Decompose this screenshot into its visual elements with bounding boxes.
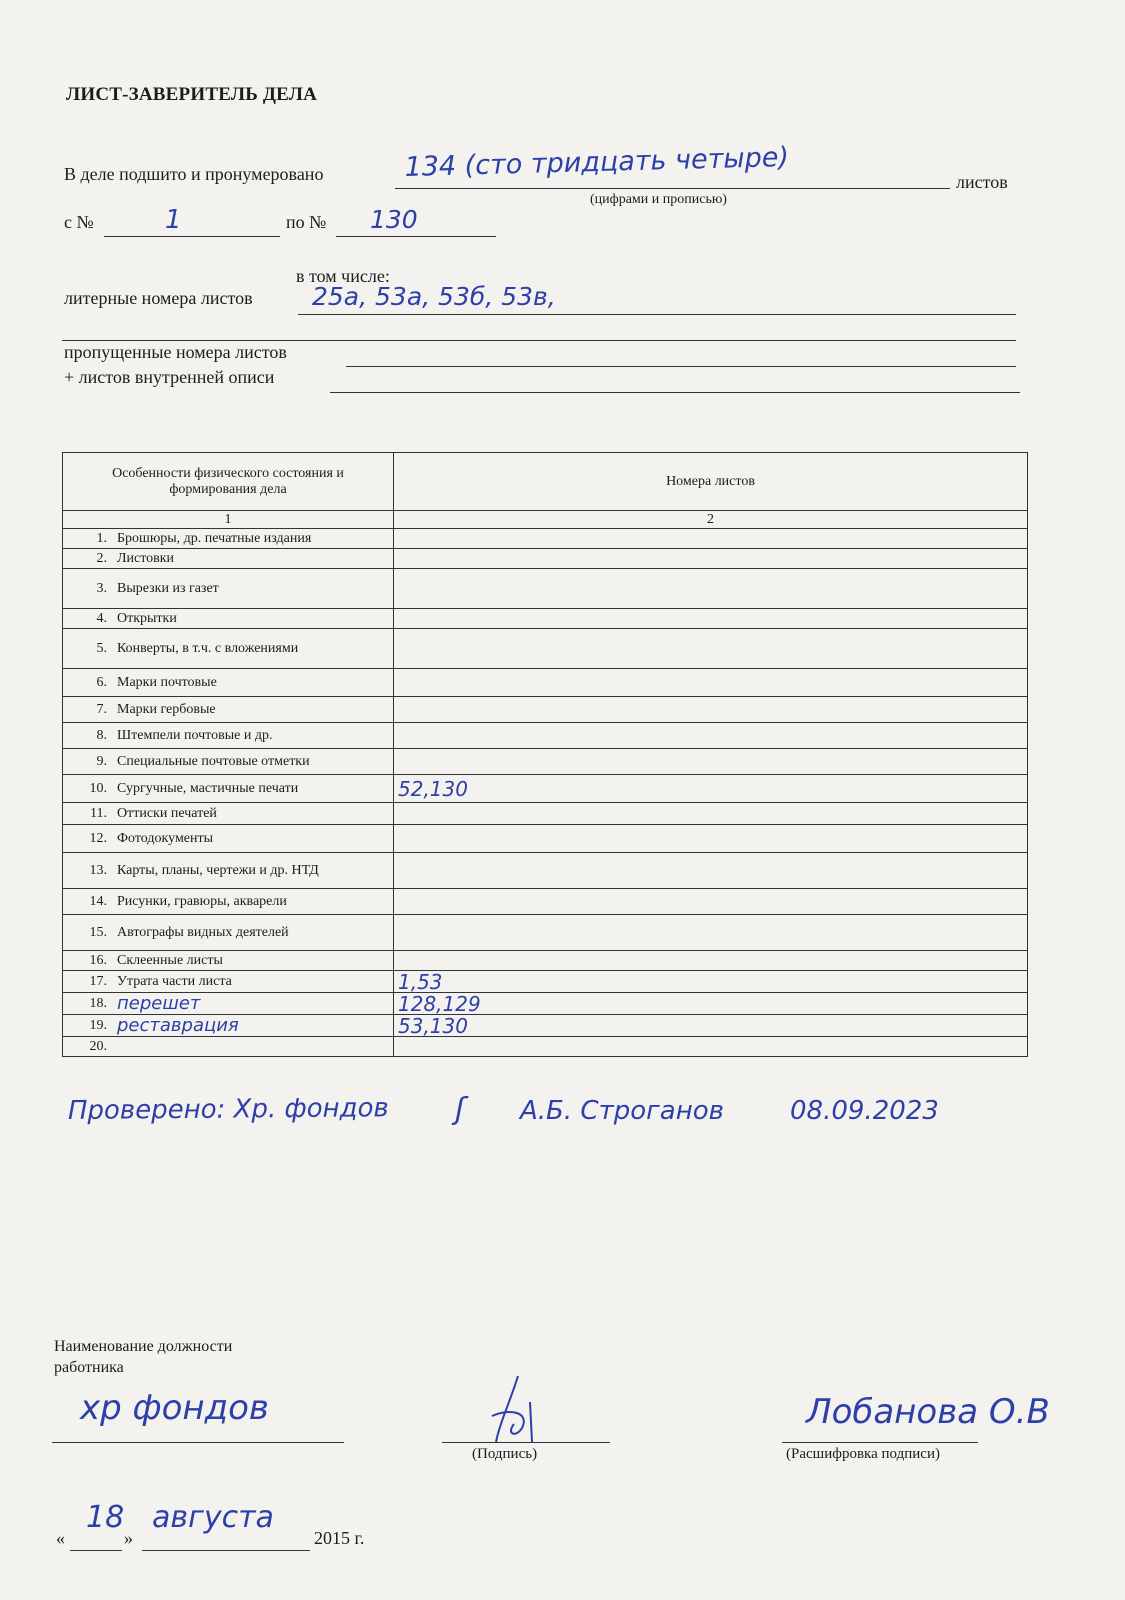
table-row (63, 775, 1028, 803)
missing-label: пропущенные номера листов (64, 342, 287, 362)
row-sheet-numbers[interactable] (394, 609, 1028, 629)
row-sheet-numbers[interactable]: 52,130 (394, 775, 1028, 803)
row-sheet-numbers[interactable] (394, 951, 1028, 971)
verification-text: Проверено: Хр. фондов (67, 1093, 389, 1126)
row-label-cell (63, 993, 394, 1015)
row-label: Утрата части листа (117, 973, 232, 989)
position-label: Наименование должности работника (54, 1338, 233, 1376)
position-underline (52, 1442, 344, 1443)
decoding-underline (782, 1442, 978, 1443)
row-label-cell (63, 629, 394, 669)
col1-index: 1 (63, 511, 394, 529)
row-number: 4. (96, 610, 107, 626)
row-sheet-numbers[interactable]: 53,130 (394, 1015, 1028, 1037)
row-number: 9. (96, 753, 107, 769)
row-label-cell (63, 915, 394, 951)
date-month[interactable]: августа (152, 1500, 274, 1535)
row-sheet-numbers[interactable] (394, 749, 1028, 775)
row-label-cell (63, 697, 394, 723)
row-label-cell (63, 549, 394, 569)
verifier-signature-mark: ʃ (455, 1092, 466, 1127)
row-label-cell (63, 853, 394, 889)
row-number: 5. (96, 640, 107, 656)
row-label-cell (63, 669, 394, 697)
row-label: Рисунки, гравюры, акварели (117, 893, 287, 909)
col2-index: 2 (394, 511, 1028, 529)
from-value[interactable]: 1 (165, 205, 182, 235)
row-number: 10. (89, 780, 107, 796)
row-label: реставрация (117, 1015, 239, 1036)
document-title: ЛИСТ-ЗАВЕРИТЕЛЬ ДЕЛА (66, 84, 318, 105)
row-label: Сургучные, мастичные печати (117, 780, 299, 796)
row-label-cell (63, 529, 394, 549)
date-close-quote: » (124, 1528, 133, 1548)
row-sheet-numbers[interactable] (394, 825, 1028, 853)
row-number: 1. (96, 530, 107, 546)
row-number: 20. (89, 1038, 107, 1054)
row-number: 8. (96, 727, 107, 743)
row-label: Склеенные листы (117, 952, 223, 968)
row-number: 19. (89, 1017, 107, 1033)
table-row (63, 529, 1028, 549)
signature-underline (442, 1442, 610, 1443)
sewn-label: В деле подшито и пронумеровано (64, 164, 324, 184)
table-row (63, 993, 1028, 1015)
table-row (63, 609, 1028, 629)
row-label: Штемпели почтовые и др. (117, 727, 273, 743)
row-sheet-numbers[interactable] (394, 697, 1028, 723)
row-label: Карты, планы, чертежи и др. НТД (117, 862, 319, 878)
row-label: перешет (117, 993, 201, 1014)
row-sheet-numbers[interactable] (394, 1037, 1028, 1057)
row-label-cell (63, 569, 394, 609)
row-number: 3. (96, 580, 107, 596)
row-label: Специальные почтовые отметки (117, 753, 310, 769)
row-label-cell (63, 803, 394, 825)
table-row (63, 549, 1028, 569)
condition-table (62, 452, 1028, 1057)
row-label: Листовки (117, 550, 175, 566)
row-number: 6. (96, 674, 107, 690)
date-open-quote: « (56, 1528, 65, 1548)
row-sheet-numbers[interactable]: 1,53 (394, 971, 1028, 993)
decoding-value[interactable]: Лобанова О.В (806, 1392, 1050, 1432)
verification-name: А.Б. Строганов (520, 1096, 724, 1126)
row-label: Брошюры, др. печатные издания (117, 530, 312, 546)
month-underline (142, 1550, 310, 1551)
table-row (63, 749, 1028, 775)
table-row (63, 1015, 1028, 1037)
sheets-word: листов (956, 172, 1008, 192)
row-sheet-numbers[interactable]: 128,129 (394, 993, 1028, 1015)
from-label: с № (64, 212, 94, 232)
table-row (63, 853, 1028, 889)
date-day[interactable]: 18 (86, 1500, 125, 1535)
row-number: 15. (89, 924, 107, 940)
row-sheet-numbers[interactable] (394, 669, 1028, 697)
row-sheet-numbers[interactable] (394, 889, 1028, 915)
row-label-cell (63, 971, 394, 993)
including-label: в том числе: (296, 266, 390, 286)
col1-header: Особенности физического состояния и формирования дела (63, 453, 394, 511)
row-label: Открытки (117, 610, 177, 626)
row-label-cell (63, 951, 394, 971)
inner-label: + листов внутренней описи (64, 367, 275, 387)
table-row (63, 697, 1028, 723)
decoding-caption: (Расшифровка подписи) (786, 1446, 940, 1462)
row-label: Конверты, в т.ч. с вложениями (117, 640, 299, 656)
row-sheet-numbers[interactable] (394, 569, 1028, 609)
table-row (63, 723, 1028, 749)
position-value[interactable]: хр фондов (80, 1388, 269, 1428)
day-underline (70, 1550, 122, 1551)
row-number: 13. (89, 862, 107, 878)
row-sheet-numbers[interactable] (394, 915, 1028, 951)
row-number: 14. (89, 893, 107, 909)
table-row (63, 825, 1028, 853)
signature-scribble (470, 1372, 560, 1452)
table-row (63, 971, 1028, 993)
row-number: 11. (90, 805, 107, 821)
letter-underline-2 (62, 340, 1016, 341)
row-label-cell (63, 1015, 394, 1037)
table-row (63, 889, 1028, 915)
to-underline (336, 236, 496, 237)
row-label: Оттиски печатей (117, 805, 217, 821)
row-label-cell (63, 609, 394, 629)
row-label: Марки почтовые (117, 674, 217, 690)
row-number: 2. (96, 550, 107, 566)
row-sheet-numbers[interactable] (394, 803, 1028, 825)
sewn-value[interactable]: 134 (сто тридцать четыре) (404, 141, 790, 183)
row-label-cell (63, 889, 394, 915)
missing-underline (346, 366, 1016, 367)
row-number: 16. (89, 952, 107, 968)
letter-value[interactable]: 25а, 53а, 53б, 53в, (312, 282, 556, 311)
row-sheet-numbers[interactable] (394, 853, 1028, 889)
col2-header: Номера листов (394, 453, 1028, 511)
table-row (63, 629, 1028, 669)
table-row (63, 1037, 1028, 1057)
table-row (63, 951, 1028, 971)
to-value[interactable]: 130 (370, 205, 418, 234)
row-sheet-numbers[interactable] (394, 549, 1028, 569)
sewn-underline (395, 188, 950, 189)
row-sheet-numbers[interactable] (394, 629, 1028, 669)
table-row (63, 669, 1028, 697)
from-underline (104, 236, 280, 237)
row-label: Автографы видных деятелей (117, 924, 289, 940)
row-label-cell (63, 775, 394, 803)
row-number: 12. (89, 830, 107, 846)
verification-date: 08.09.2023 (790, 1096, 939, 1126)
letter-underline (298, 314, 1016, 315)
letter-label: литерные номера листов (64, 288, 253, 308)
row-sheet-numbers[interactable] (394, 723, 1028, 749)
date-year: 2015 г. (314, 1528, 365, 1548)
row-label: Вырезки из газет (117, 580, 219, 596)
to-label: по № (286, 212, 327, 232)
signature-caption: (Подпись) (472, 1446, 538, 1462)
table-row (63, 569, 1028, 609)
row-number: 7. (96, 701, 107, 717)
row-label-cell (63, 749, 394, 775)
row-number: 18. (89, 995, 107, 1011)
row-sheet-numbers[interactable] (394, 529, 1028, 549)
table-row (63, 915, 1028, 951)
inner-underline (330, 392, 1020, 393)
row-label-cell (63, 1037, 394, 1057)
row-label-cell (63, 825, 394, 853)
row-label: Фотодокументы (117, 830, 214, 846)
row-label: Марки гербовые (117, 701, 216, 717)
digits-hint: (цифрами и прописью) (590, 192, 727, 207)
row-number: 17. (89, 973, 107, 989)
table-row (63, 803, 1028, 825)
row-label-cell (63, 723, 394, 749)
